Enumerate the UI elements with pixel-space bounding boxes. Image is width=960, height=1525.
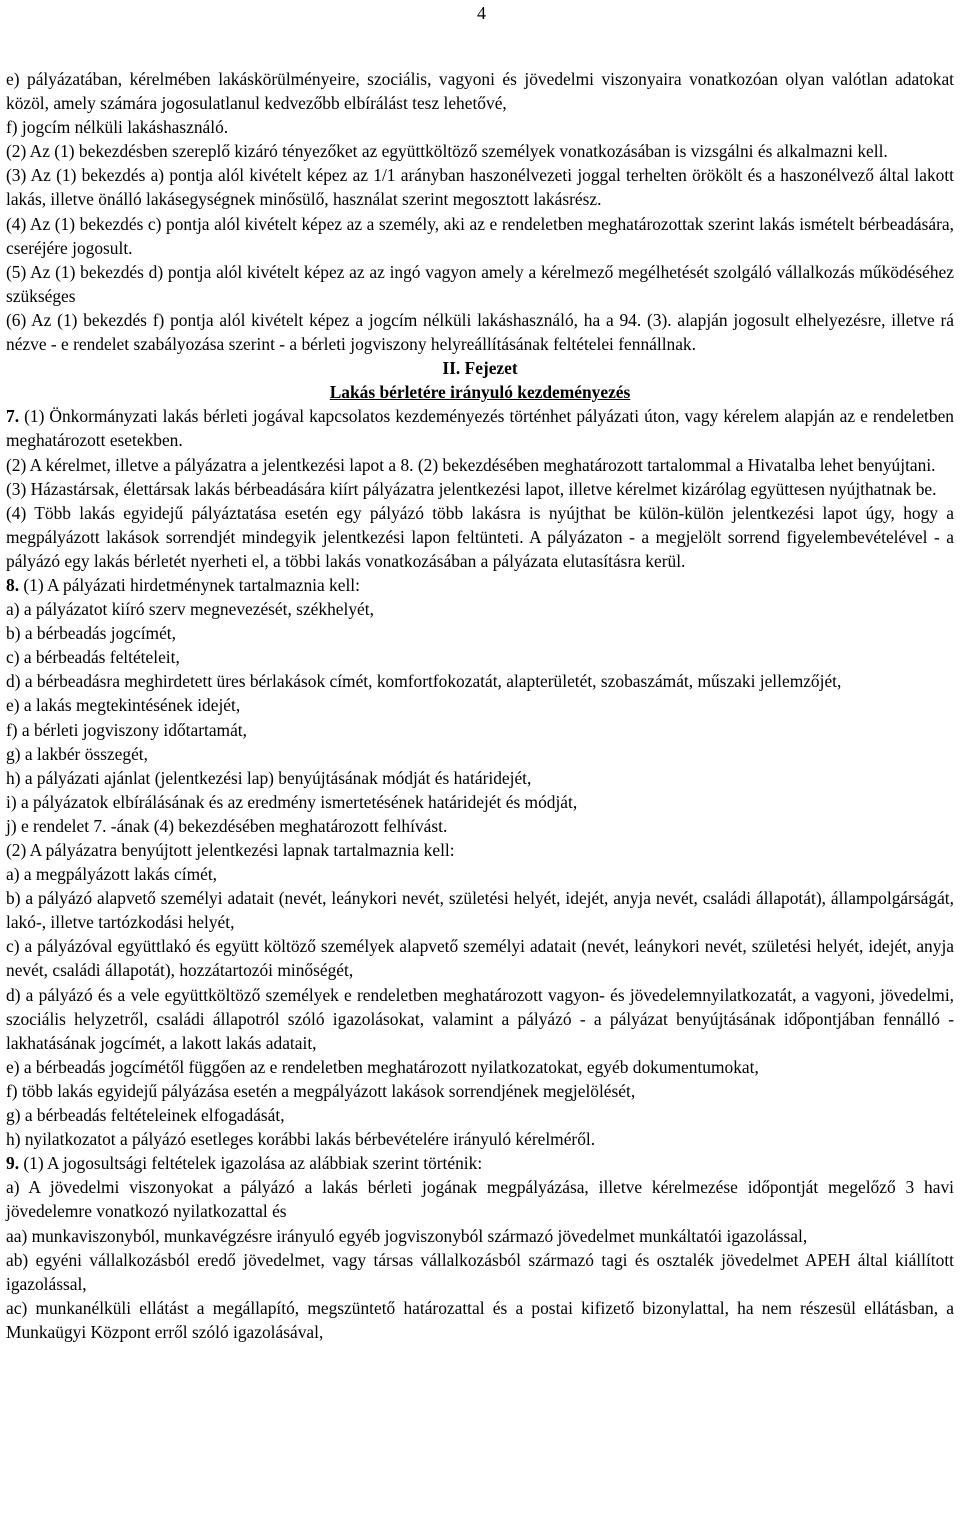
paragraph-text: (1) A jogosultsági feltételek igazolása az alábbiak szerint történik: xyxy=(19,1153,483,1174)
list-item: ab) egyéni vállalkozásból eredő jövedelmet, vagy társas vállalkozásból származó tagi és osztalék jövedelmet APEH által kiállított igazolással, xyxy=(6,1249,954,1294)
paragraph: (3) Az (1) bekezdés a) pontja alól kivételt képez az 1/1 arányban haszonélvezeti joggal terhelten örökölt és a haszonélvező által lakott lakás, illetve önálló lakásegységnek minősülő, használat szerint megosztott lakásrész. xyxy=(6,165,954,210)
list-item: c) a pályázóval együttlakó és együtt költöző személyek alapvető személyi adatait (nevét, leánykori nevét, születési helyét, idejét, anyja nevét, családi állapotát), hozzátartozói minőségét, xyxy=(6,936,954,981)
list-item: h) a pályázati ajánlat (jelentkezési lap) benyújtásának módját és határidejét, xyxy=(6,767,532,788)
chapter-title: Lakás bérletére irányuló kezdeményezés xyxy=(329,382,631,403)
list-item: f) a bérleti jogviszony időtartamát, xyxy=(6,719,247,740)
paragraph: (2) Az (1) bekezdésben szereplő kizáró tényezőket az együttköltöző személyek vonatkozásában is vizsgálni és alkalmazni kell. xyxy=(6,141,888,162)
list-item: ac) munkanélküli ellátást a megállapító, megszüntető határozattal és a postai kifizető bizonylattal, ha nem részesül ellátásban, a Munkaügyi Központ erről szóló igazolásával, xyxy=(6,1297,954,1342)
list-item: e) a lakás megtekintésének idejét, xyxy=(6,695,241,716)
section-9-number: 9. xyxy=(6,1153,20,1174)
paragraph: (2) A pályázatra benyújtott jelentkezési lapnak tartalmaznia kell: xyxy=(6,840,455,860)
paragraph: (3) Házastársak, élettársak lakás bérbeadására kiírt pályázatra jelentkezési lapot, illetve kérelmet kizárólag együttesen nyújthatnak be. xyxy=(6,478,937,499)
paragraph-text: (1) A pályázati hirdetménynek tartalmaznia kell: xyxy=(19,574,360,595)
paragraph: (6) Az (1) bekezdés f) pontja alól kivételt képez a jogcím nélküli lakáshasználó, ha a 94. (3). alapján jogosult elhelyezésre, illetve rá nézve - e rendelet szabályozása szerint - a bérleti jogviszony helyreállításának feltételei fennállnak. xyxy=(6,309,954,355)
list-item: a) A jövedelmi viszonyokat a pályázó a lakás bérleti jogának megpályázása, illetve kérelmezése időpontját megelőző 3 havi jövedelemre vonatkozó nyilatkozattal és xyxy=(6,1177,954,1222)
paragraph-text: (1) Önkormányzati lakás bérleti jogával kapcsolatos kezdeményezés történhet pályázati úton, vagy kérelem alapján az e rendeletben meghatározott esetekben. xyxy=(6,406,954,451)
paragraph: (2) A kérelmet, illetve a pályázatra a jelentkezési lapot a 8. (2) bekezdésében meghatározott tartalommal a Hivatalba lehet benyújtani. xyxy=(6,454,936,475)
section-7-number: 7. xyxy=(6,406,20,427)
list-item: d) a pályázó és a vele együttköltöző személyek e rendeletben meghatározott vagyon- és jövedelemnyilatkozatát, a vagyoni, jövedelmi, szociális helyzetről, családi állapotról szóló igazolásokat, valamint a pályázó - a pályázat benyújtásának időpontjában fennálló - lakhatásának jogcímét, a lakott lakás adatait, xyxy=(6,984,954,1053)
list-item: g) a lakbér összegét, xyxy=(6,743,148,764)
list-item: j) e rendelet 7. -ának (4) bekezdésében meghatározott felhívást. xyxy=(6,815,448,836)
list-item: e) a bérbeadás jogcímétől függően az e rendeletben meghatározott nyilatkozatokat, egyéb dokumentumokat, xyxy=(6,1056,759,1077)
list-item: b) a pályázó alapvető személyi adatait (nevét, leánykori nevét, születési helyét, idejét, anyja nevét, családi állapotát), állampolgárságát, lakó-, illetve tartózkodási helyét, xyxy=(6,888,954,933)
paragraph: (5) Az (1) bekezdés d) pontja alól kivételt képez az az ingó vagyon amely a kérelmező megélhetését szolgáló vállalkozás működéséhez szükséges xyxy=(6,261,954,306)
paragraph: (4) Az (1) bekezdés c) pontja alól kivételt képez az a személy, aki az e rendeletben meghatározottak szerint lakás ismételt bérbeadására, cseréjére jogosult. xyxy=(6,213,954,258)
chapter-number: II. Fejezet xyxy=(442,358,518,379)
section-8-para xyxy=(6,573,954,597)
section-9-para xyxy=(6,1151,954,1175)
paragraph: e) pályázatában, kérelmében lakáskörülményeire, szociális, vagyoni és jövedelmi viszonyaira vonatkozóan olyan valótlan adatokat közöl, amely számára jogosulatlanul kedvezőbb elbírálást tesz lehetővé, xyxy=(6,69,954,114)
list-item: a) a megpályázott lakás címét, xyxy=(6,864,218,885)
list-item: i) a pályázatok elbírálásának és az eredmény ismertetésének határidejét és módját, xyxy=(6,791,578,812)
page-number: 4 xyxy=(477,3,486,23)
list-item: aa) munkaviszonyból, munkavégzésre irányuló egyéb jogviszonyból származó jövedelmet munkáltatói igazolással, xyxy=(6,1225,808,1246)
list-item: b) a bérbeadás jogcímét, xyxy=(6,623,176,644)
list-item: c) a bérbeadás feltételeit, xyxy=(6,647,180,668)
list-item: g) a bérbeadás feltételeinek elfogadását, xyxy=(6,1105,285,1126)
list-item: a) a pályázatot kiíró szerv megnevezését, székhelyét, xyxy=(6,599,374,620)
list-item: d) a bérbeadásra meghirdetett üres bérlakások címét, komfortfokozatát, alapterületét, szobaszámát, műszaki jellemzőjét, xyxy=(6,671,842,692)
list-item: f) több lakás egyidejű pályázása esetén a megpályázott lakások sorrendjének megjelölését, xyxy=(6,1080,636,1101)
list-item: h) nyilatkozatot a pályázó esetleges korábbi lakás bérbevételére irányuló kérelméről. xyxy=(6,1129,596,1150)
section-8-number: 8. xyxy=(6,574,20,595)
document-body xyxy=(6,67,954,1344)
paragraph: f) jogcím nélküli lakáshasználó. xyxy=(6,117,229,138)
paragraph: (4) Több lakás egyidejű pályáztatása esetén egy pályázó több lakásra is nyújthat be külön-külön jelentkezési lapot úgy, hogy a megpályázott lakások sorrendjét mindegyik jelentkezési lapon feltünteti. A pályázaton - a megjelölt sorrend figyelembevételével - a pályázó egy lakás bérletét nyerheti el, a többi lakás vonatkozásában a pályázata elutasításra kerül. xyxy=(6,502,954,571)
section-7-para xyxy=(6,404,954,452)
